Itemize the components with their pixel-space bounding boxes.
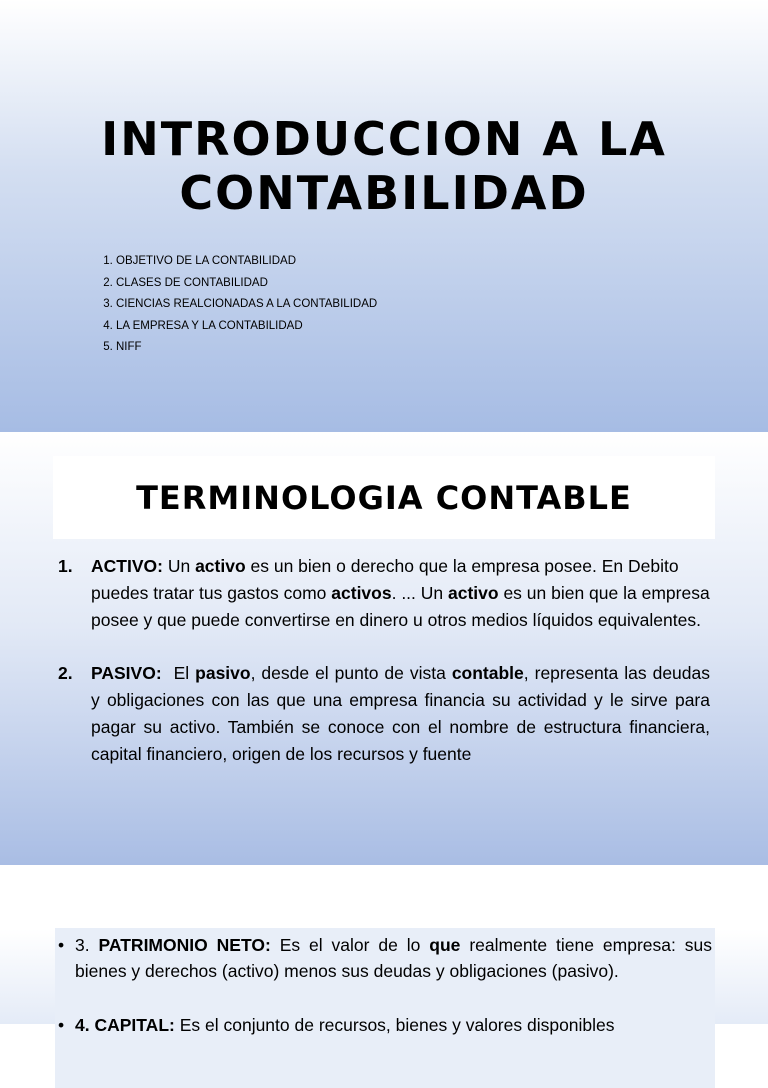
bullet-item-capital bbox=[58, 1012, 712, 1038]
bullet-icon: • bbox=[58, 935, 65, 955]
title-line-2: CONTABILIDAD bbox=[179, 166, 589, 220]
bold-run: activos bbox=[331, 583, 392, 603]
bullet-item-patrimonio bbox=[58, 932, 712, 984]
text-run: realmente tiene empresa: sus bienes y derechos (activo) menos sus deudas y obligaciones (pasivo). bbox=[75, 935, 712, 981]
bold-run: activo bbox=[448, 583, 499, 603]
text-run: El bbox=[161, 663, 196, 683]
list-item: 4. LA EMPRESA Y LA CONTABILIDAD bbox=[116, 316, 377, 338]
text-run: es un bien o derecho que la empresa posee. En Debito puedes tratar tus gastos como bbox=[91, 556, 679, 603]
list-item: 5. NIFF bbox=[116, 337, 377, 359]
item-text bbox=[91, 660, 715, 768]
slide-title bbox=[0, 112, 768, 220]
text-run: , desde el punto de vista bbox=[250, 663, 452, 683]
term-label: PASIVO: bbox=[91, 663, 162, 683]
list-item-pasivo bbox=[58, 660, 715, 768]
text-run: es un bien que la empresa posee y que puede convertirse en dinero u otros medios líquidos equivalentes. bbox=[91, 583, 710, 630]
item-number: 2. bbox=[58, 663, 73, 683]
title-box bbox=[53, 456, 715, 539]
list-item-activo bbox=[58, 553, 710, 634]
list-item: 2. CLASES DE CONTABILIDAD bbox=[116, 273, 377, 295]
list-item: 1. OBJETIVO DE LA CONTABILIDAD bbox=[116, 251, 377, 273]
bold-run: que bbox=[429, 935, 461, 955]
text-run: Es el valor de lo bbox=[270, 935, 430, 955]
text-run: Un bbox=[162, 556, 196, 576]
text-run: . ... Un bbox=[391, 583, 448, 603]
topics-list bbox=[82, 251, 377, 359]
term-label: CAPITAL: bbox=[94, 1015, 175, 1035]
text-run: Es el conjunto de recursos, bienes y valores disponibles bbox=[174, 1015, 615, 1035]
item-number: 1. bbox=[58, 556, 73, 576]
bullet-icon: • bbox=[58, 1015, 65, 1035]
item-text bbox=[58, 932, 712, 984]
title-line-1: INTRODUCCION A LA bbox=[101, 112, 667, 166]
text-run: , representa las deudas y obligaciones con las que una empresa financia su actividad y le sirve para pagar su activo. También se conoce con el nombre de estructura financiera, capital financiero, origen de los recursos y fuente bbox=[91, 663, 715, 764]
slide-intro bbox=[0, 0, 768, 432]
item-number: 3. bbox=[75, 935, 90, 955]
bold-run: pasivo bbox=[195, 663, 251, 683]
slide-title: TERMINOLOGIA CONTABLE bbox=[136, 478, 632, 517]
item-text bbox=[58, 1012, 712, 1038]
item-number: 4. bbox=[75, 1015, 90, 1035]
list-item: 3. CIENCIAS REALCIONADAS A LA CONTABILIDAD bbox=[116, 294, 377, 316]
term-label: ACTIVO: bbox=[91, 556, 163, 576]
slide-patrimonio bbox=[0, 866, 768, 1035]
bold-run: activo bbox=[195, 556, 246, 576]
item-text bbox=[91, 553, 710, 634]
term-label: PATRIMONIO NETO: bbox=[98, 935, 271, 955]
bold-run: contable bbox=[451, 663, 524, 683]
slide-terminology bbox=[0, 432, 768, 865]
terms-list bbox=[58, 553, 715, 768]
